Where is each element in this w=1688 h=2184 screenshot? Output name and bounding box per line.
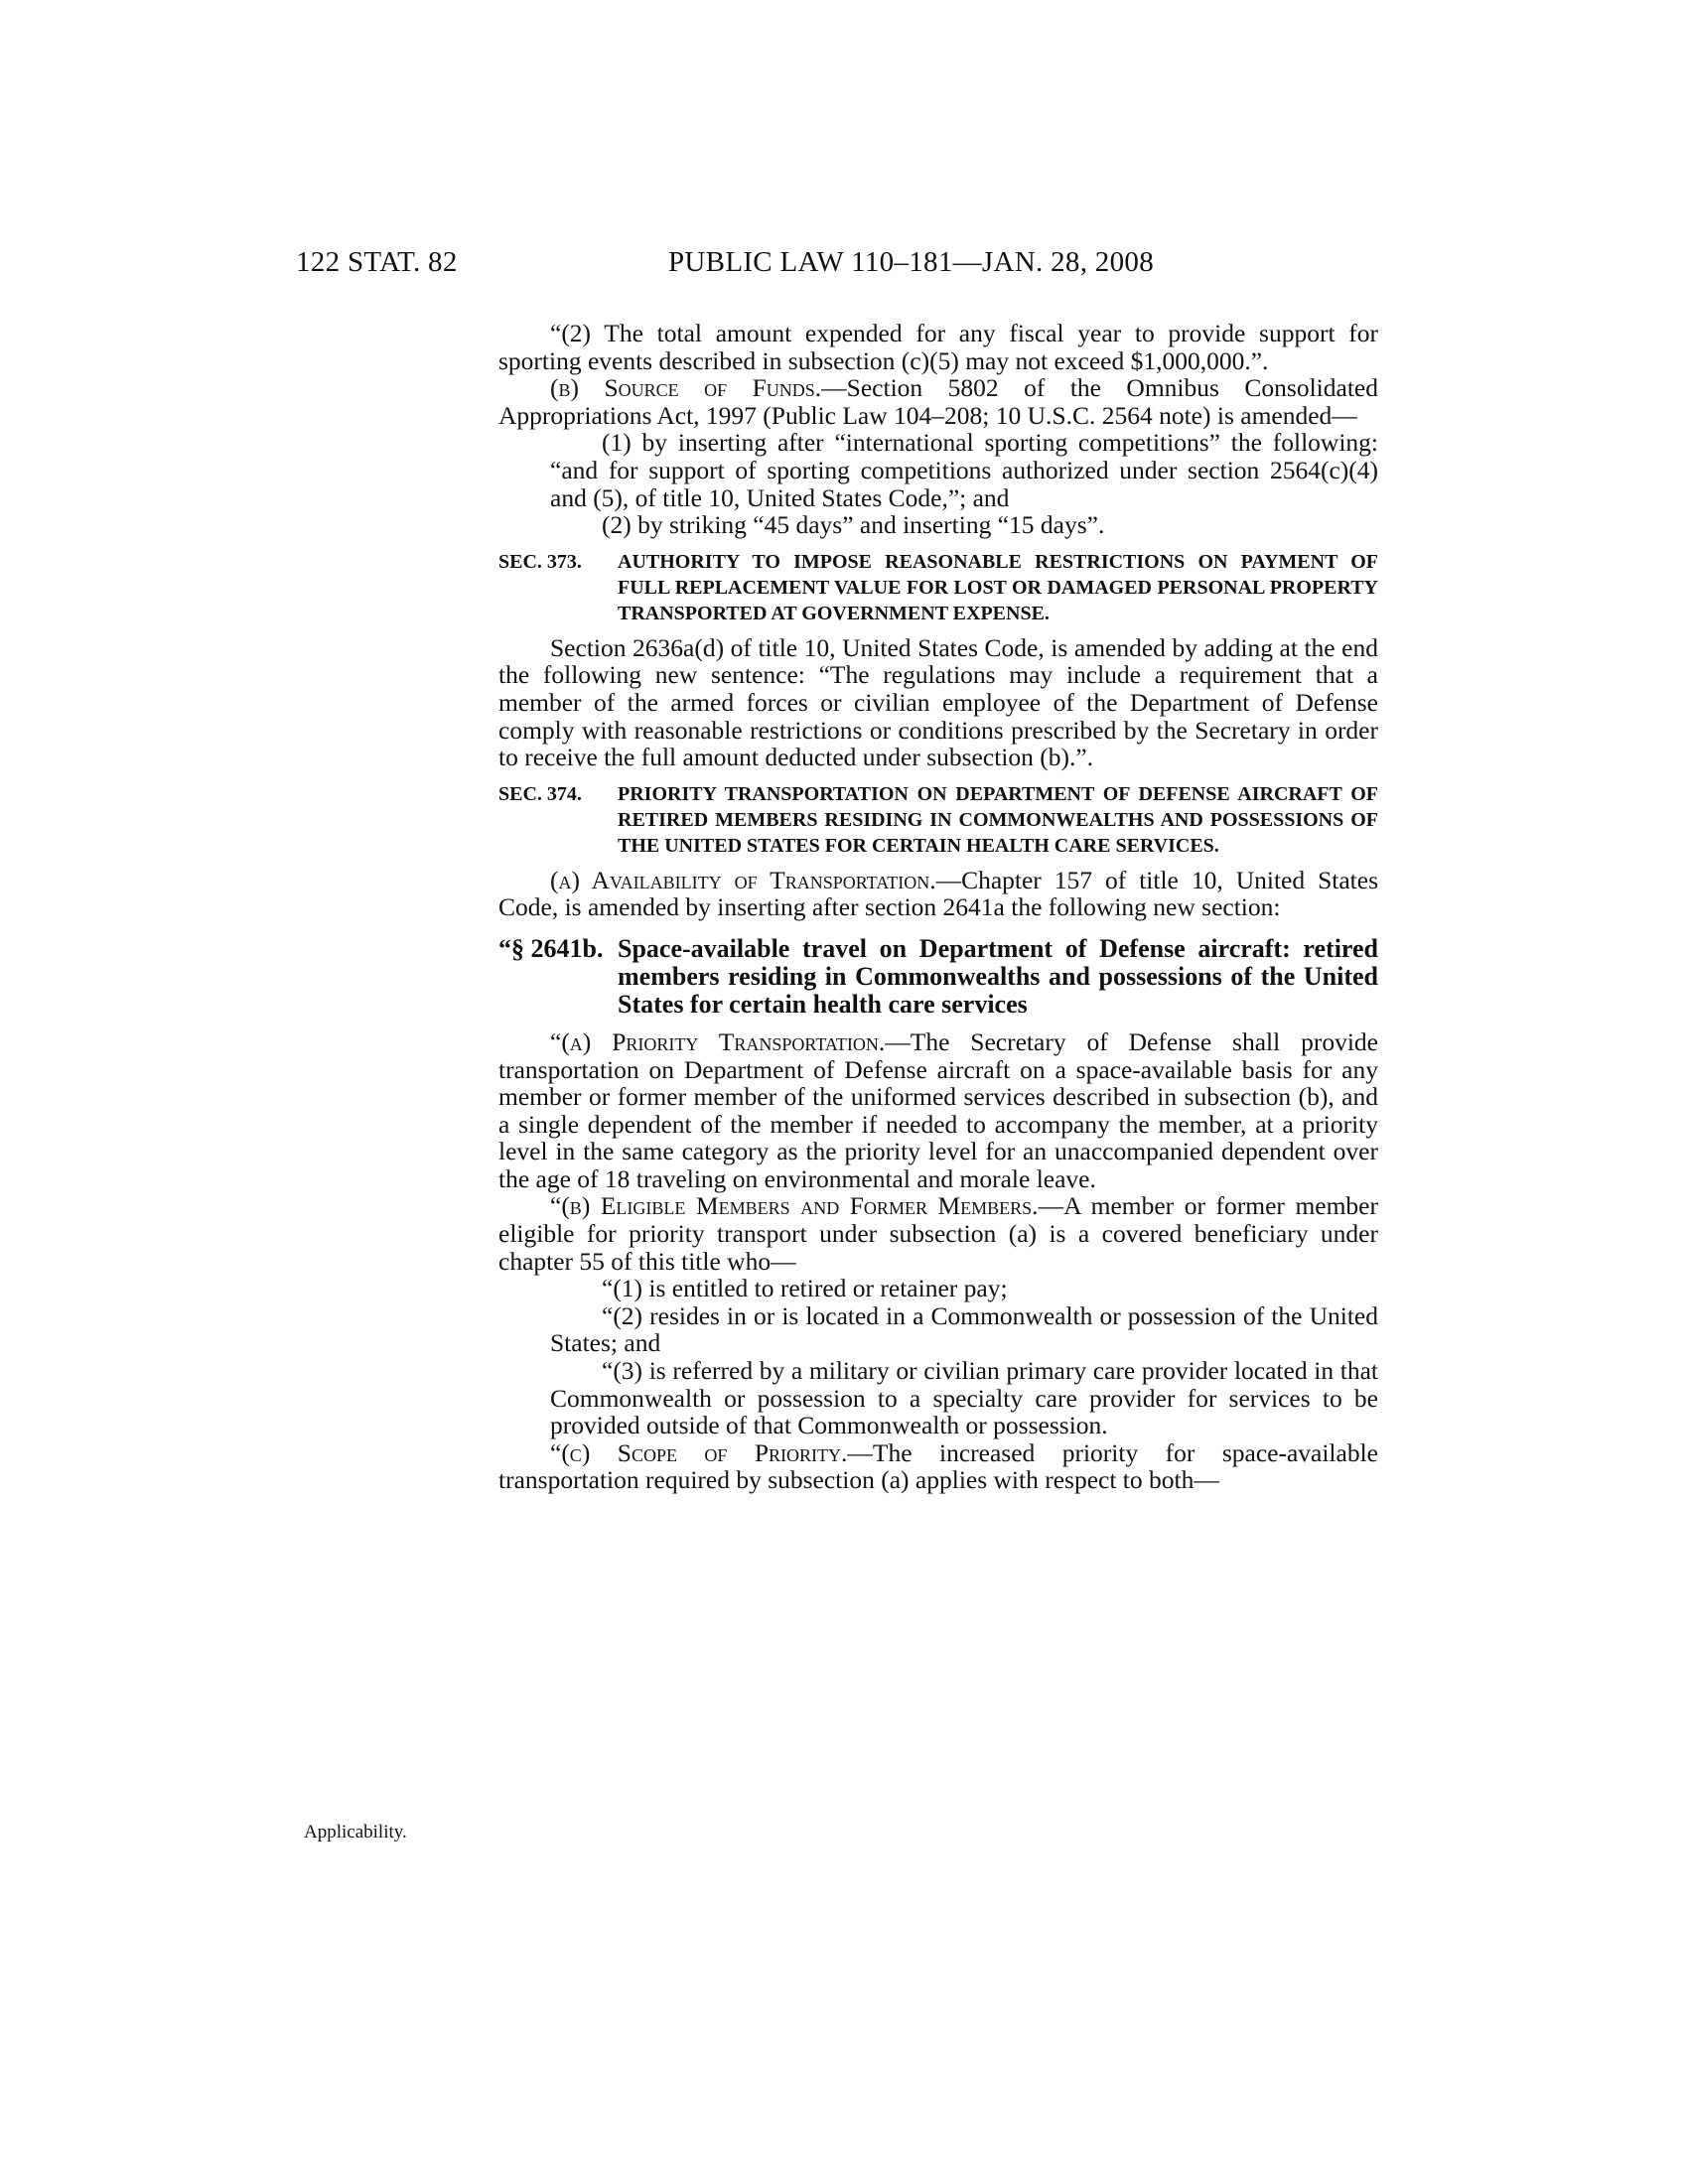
section-373-heading [498, 549, 1378, 626]
list-item: “(1) is entitled to retired or retainer pay; [602, 1274, 1008, 1303]
subsection-heading: “(a) Priority Transportation. [550, 1026, 886, 1056]
stat-page-number: 122 STAT. 82 [296, 246, 458, 278]
list-item: (1) by inserting after “international sporting competitions” the following: “and for support of sporting competitions authorized under section 2564(c)(4) and (5), of title 10, United States Code,”; and [550, 428, 1378, 512]
margin-note-applicability: Applicability. [304, 1822, 407, 1843]
subsection-text: —Section 5802 of the Omnibus Consolidated Appropriations Act, 1997 (Public Law 104–208; 10 U.S.C. 2564 note) is amended— [498, 373, 1378, 430]
subsection-text: —A member or former member eligible for priority transport under subsection (a) is a covered beneficiary under chapter 55 of this title who— [498, 1191, 1378, 1276]
paragraph-total-amount: “(2) The total amount expended for any fiscal year to provide support for sporting events described in subsection (c)(5) may not exceed $1,000,000.”. [498, 319, 1378, 375]
section-374-heading [498, 781, 1378, 859]
document-body [498, 320, 1378, 1494]
section-373-text: Section 2636a(d) of title 10, United States Code, is amended by adding at the end the following new sentence: “The regulations may include a requirement that a member of the armed forces or civilian employee of the Department of Defense comply with reasonable restrictions or conditions prescribed by the Secretary in order to receive the full amount deducted under subsection (b).”. [498, 632, 1378, 772]
list-item: “(3) is referred by a military or civilian primary care provider located in that Commonwealth or possession to a specialty care provider for services to be provided outside of that Commonwealth or possession. [550, 1356, 1378, 1440]
section-title: Space-available travel on Department of Defense aircraft: retired members residing in Commonwealths and possessions of the United States for certain health care services [618, 933, 1378, 1019]
subsection-heading: (b) Source of Funds. [550, 373, 822, 403]
list-item: “(2) resides in or is located in a Commonwealth or possession of the United States; and [550, 1300, 1378, 1358]
section-title: PRIORITY TRANSPORTATION ON DEPARTMENT OF DEFENSE AIRCRAFT OF RETIRED MEMBERS RESIDING IN COMMONWEALTHS AND POSSESSIONS OF THE UNITED STATES FOR CERTAIN HEALTH CARE SERVICES. [618, 782, 1378, 857]
subsection-text: —The increased priority for space-available transportation required by subsection (a) applies with respect to both— [498, 1437, 1378, 1495]
paragraph-eligible-members [498, 1192, 1378, 1275]
section-2641b-heading [498, 935, 1378, 1019]
paragraph-availability [498, 867, 1378, 921]
section-number: SEC. 374. [498, 782, 582, 805]
list-item: (2) by striking “45 days” and inserting “15 days”. [602, 510, 1105, 540]
section-title: AUTHORITY TO IMPOSE REASONABLE RESTRICTIONS ON PAYMENT OF FULL REPLACEMENT VALUE FOR LOST OR DAMAGED PERSONAL PROPERTY TRANSPORTED AT GOVERNMENT EXPENSE. [618, 550, 1378, 624]
subsection-heading: “(c) Scope of Priority. [550, 1437, 848, 1467]
subsection-text: —Chapter 157 of title 10, United States Code, is amended by inserting after section 2641a the following new section: [498, 865, 1379, 922]
subsection-heading: “(b) Eligible Members and Former Members. [550, 1191, 1039, 1221]
paragraph-priority-transportation [498, 1028, 1378, 1193]
section-number: “§ 2641b. [498, 933, 604, 963]
public-law-title: PUBLIC LAW 110–181—JAN. 28, 2008 [668, 246, 1155, 278]
subsection-text: —The Secretary of Defense shall provide transportation on Department of Defense aircraft on a space-available basis for any member or former member of the uniformed services described in subsection (b), and a single dependent of the member if needed to accompany the member, at a priority level in the same category as the priority level for an unaccompanied dependent over the age of 18 traveling on environmental and morale leave. [498, 1026, 1379, 1193]
paragraph-source-of-funds [498, 374, 1378, 429]
subsection-heading: (a) Availability of Transportation. [550, 865, 936, 894]
paragraph-scope-of-priority [498, 1439, 1378, 1494]
section-number: SEC. 373. [498, 550, 582, 573]
